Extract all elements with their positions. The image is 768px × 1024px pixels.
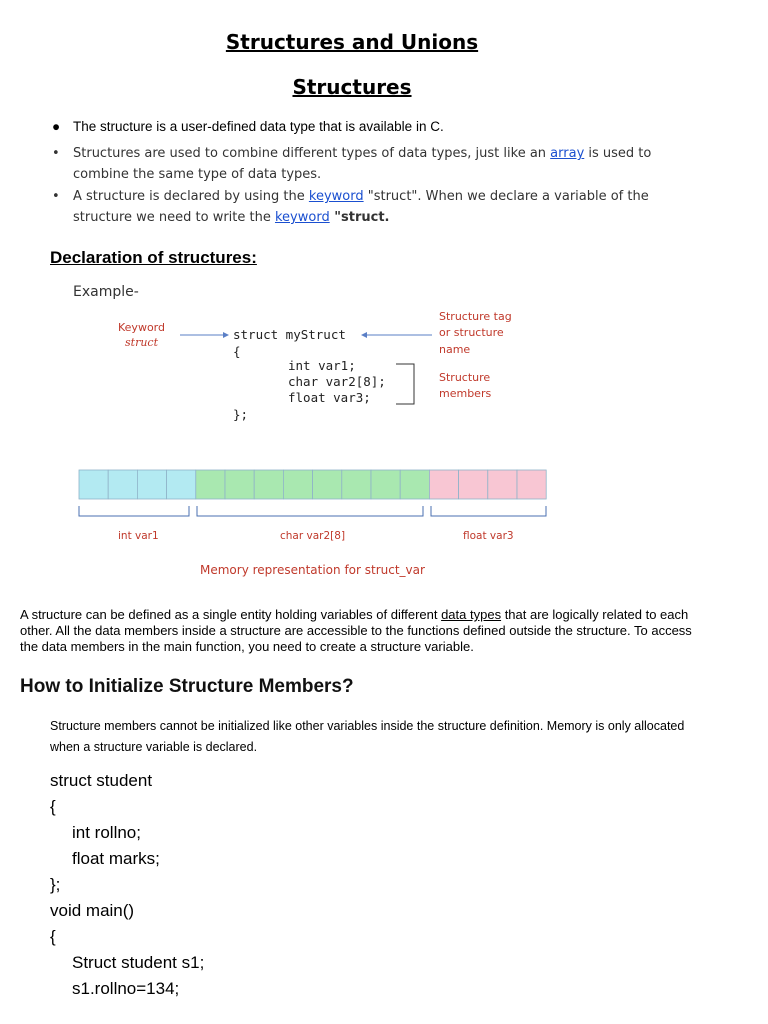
- code-line: {: [50, 797, 56, 816]
- code-line: struct student: [50, 771, 153, 790]
- code-line: {: [50, 927, 56, 946]
- memory-cell-char: [313, 470, 342, 499]
- memory-cell-char: [342, 470, 371, 499]
- memory-layout-diagram: [0, 460, 768, 585]
- init-heading: How to Initialize Structure Members?: [20, 676, 354, 697]
- bullet-text: "struct". When we declare a variable of the structure we need to write the: [73, 189, 649, 225]
- bullet-icon: •: [52, 189, 60, 204]
- keyword-link[interactable]: keyword: [308, 189, 364, 204]
- code-line: int rollno;: [72, 823, 141, 842]
- segment-label-char: char var2[8]: [280, 530, 346, 542]
- code-struct-line: struct myStruct: [233, 327, 346, 342]
- data-types-link[interactable]: data types: [441, 607, 502, 622]
- bullet-icon: ●: [52, 119, 61, 134]
- bullet-text: "struct.: [329, 210, 390, 225]
- code-open-brace: {: [233, 344, 241, 359]
- code-member: char var2[8];: [288, 374, 386, 389]
- page-title: Structures and Unions: [225, 30, 479, 54]
- int-span-bracket: [79, 506, 189, 516]
- members-label: members: [439, 387, 492, 400]
- keyword-label: Keyword: [118, 321, 165, 334]
- span-brackets: [79, 506, 546, 516]
- memory-cell-int: [79, 470, 108, 499]
- bullet-text: The structure is a user-defined data type that is available in C.: [73, 119, 444, 134]
- bullet-item: [50, 116, 690, 137]
- bullet-text: A structure is declared by using the: [73, 189, 309, 204]
- bullet-item: [50, 186, 690, 228]
- memory-cell-char: [400, 470, 429, 499]
- section-title: Structures: [292, 75, 412, 99]
- structure-definition-paragraph: [20, 607, 710, 655]
- paragraph-text: A structure can be defined as a single entity holding variables of different: [20, 607, 442, 622]
- struct-syntax-diagram: [0, 300, 768, 430]
- code-member: float var3;: [288, 390, 371, 405]
- bullet-icon: •: [52, 146, 60, 161]
- memory-cell-char: [225, 470, 254, 499]
- memory-cell-char: [283, 470, 312, 499]
- code-line: float marks;: [72, 849, 160, 868]
- bullet-item: [50, 143, 690, 185]
- segment-label-float: float var3: [463, 530, 514, 542]
- example-label: Example-: [73, 284, 139, 300]
- memory-cell-int: [108, 470, 137, 499]
- code-example: [50, 768, 204, 1002]
- memory-cell-int: [167, 470, 196, 499]
- memory-cell-char: [254, 470, 283, 499]
- array-link[interactable]: array: [550, 146, 585, 161]
- code-line: void main(): [50, 901, 135, 920]
- tag-label: name: [439, 343, 471, 356]
- paragraph-text: that are logically related to each other. All the data members inside a structure are accessible to the functions defined outside the structure. To access the data members in the main function, you need to create a structure variable.: [20, 607, 692, 654]
- code-member: int var1;: [288, 358, 356, 373]
- code-line: s1.rollno=134;: [72, 979, 180, 998]
- segment-label-int: int var1: [118, 530, 159, 542]
- char-span-bracket: [197, 506, 423, 516]
- memory-cells: [79, 470, 546, 499]
- memory-cell-float: [459, 470, 488, 499]
- memory-cell-float: [429, 470, 458, 499]
- memory-cell-int: [137, 470, 166, 499]
- float-span-bracket: [431, 506, 546, 516]
- keyword-label: struct: [125, 336, 158, 349]
- memory-cell-float: [517, 470, 546, 499]
- init-note: Structure members cannot be initialized like other variables inside the structure definition. Memory is only allocated when a structure variable is declared.: [50, 719, 685, 754]
- code-close-brace: };: [233, 407, 249, 422]
- declaration-heading: Declaration of structures:: [50, 248, 257, 267]
- members-label: Structure: [439, 371, 491, 384]
- code-line: Struct student s1;: [72, 953, 205, 972]
- memory-caption: Memory representation for struct_var: [200, 563, 425, 577]
- memory-cell-char: [371, 470, 400, 499]
- bullet-text: Structures are used to combine different types of data types, just like an: [73, 146, 551, 161]
- bullet-text: is used to combine the same type of data types.: [73, 146, 652, 182]
- tag-label: Structure tag: [439, 310, 512, 323]
- bullet-list: [50, 116, 690, 229]
- memory-cell-char: [196, 470, 225, 499]
- code-line: };: [50, 875, 61, 894]
- memory-cell-float: [488, 470, 517, 499]
- keyword-link[interactable]: keyword: [274, 210, 330, 225]
- members-bracket: [396, 364, 414, 404]
- tag-label: or structure: [439, 326, 504, 339]
